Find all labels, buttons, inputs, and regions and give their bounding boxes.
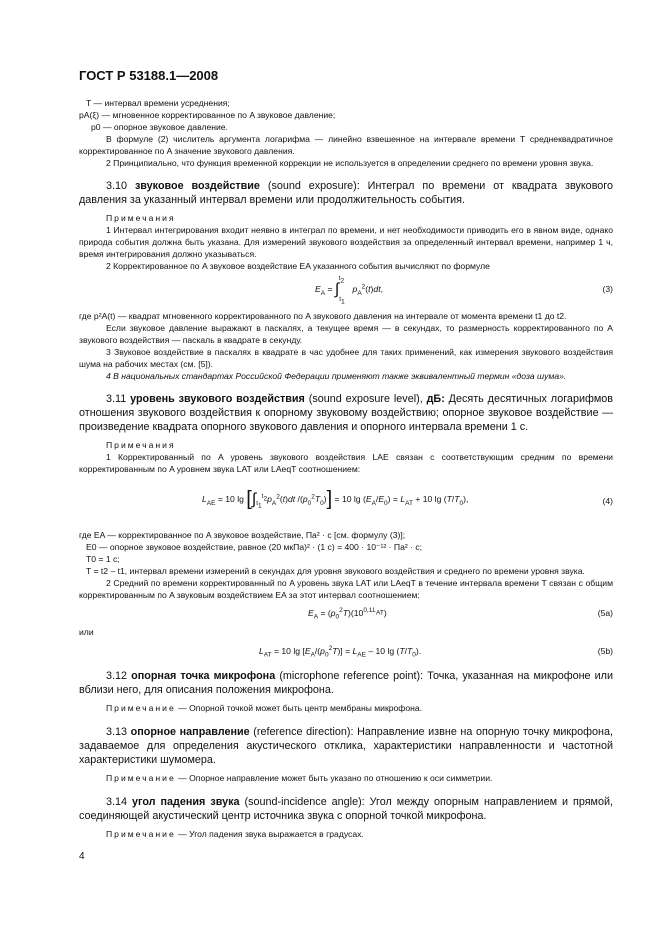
equation-5a-number: (5a) [597, 607, 613, 618]
paragraph-units: Если звуковое давление выражают в паскалях, а текущее время — в секундах, то размерность корректированного по A звукового воздействия — паскаль в квадрате в секунду. [79, 322, 613, 345]
equation-5b-body: $L_{AT} = 10$ $\lg [E_A/(p_0^2T)] = L_{AE} - 10$ $\lg (T/T_0)$. [259, 645, 422, 660]
term-3-12 [79, 669, 613, 697]
where-EA: где EA — корректированное по A звуковое воздействие, Па² · с [см. формулу (3)]; [79, 530, 406, 541]
note-3-11-2: 2 Средний по времени корректированный по A уровень звука LAT или LAeqT в течение интервала времени T связан с общим корректированным по A звуковым воздействием EA за этот интервал соотношением: [79, 577, 613, 600]
term-number: 3.10 [106, 180, 128, 193]
note-3-12 [79, 703, 613, 715]
note-3-10-4: 4 В национальных стандартах Российской Федерации применяют также эквивалентный термин «доза шума». [106, 370, 567, 381]
equation-3-body: $E_A = \int_{t_1}^{t_2}$ $p_A^2(t)dt$, [315, 275, 383, 306]
term-unit: дБ: [426, 393, 445, 406]
text-or: или [79, 626, 94, 637]
notes-label: Примечания [106, 213, 176, 224]
term-3-10 [79, 179, 613, 207]
where-pa2: где p²A(t) — квадрат мгновенного корректированного по A звукового давления на интервале от момента времени t1 до t2. [79, 310, 567, 321]
term-number: 3.13 [106, 726, 128, 739]
note-label: Примечание [106, 703, 176, 714]
note-3-11-1: 1 Корректированный по A уровень звукового воздействия LAE связан с соответствующим средним по времени корректированным по A уровнем звука LAT или LAeqT соотношением: [79, 452, 613, 475]
term-number: 3.11 [106, 393, 127, 406]
term-title: уровень звукового воздействия [130, 393, 305, 406]
equation-5a [79, 606, 613, 623]
page-body [79, 98, 613, 841]
term-title: звуковое воздействие [134, 180, 260, 193]
legend-pa: pA(ξ) — мгновенное корректированное по A звуковое давление; [79, 109, 336, 120]
note-text: — Опорное направление может быть указано по отношению к оси симметрии. [178, 773, 493, 784]
term-definition: (sound-incidence angle): Угол между опорным направлением и прямой, соединяющей акустический центр источника звука с опорной точкой микрофона. [79, 796, 614, 823]
notes-label: Примечания [106, 440, 176, 451]
note-text: — Угол падения звука выражается в градусах. [178, 829, 364, 840]
equation-4-body: $L_{AE} = 10$ $\lg [\int_{t_1}^{t_2}p_A^2(t)dt$ $/(p_0^2T_0)] = 10$ $\lg (E_A/E_0) = L_{AT} + 10$ $\lg (T/T_0)$, [202, 488, 469, 511]
term-number: 3.14 [106, 796, 128, 809]
document-header: ГОСТ Р 53188.1—2008 [79, 68, 219, 83]
where-E0: E0 — опорное звуковое воздействие, равное (20 мкПа)² · (1 с) = 400 · 10⁻¹² · Па² · с; [86, 542, 423, 553]
term-3-14 [79, 795, 613, 823]
note-label: Примечание [106, 773, 176, 784]
equation-4 [79, 480, 613, 526]
note-3-10-2: 2 Корректированное по A звуковое воздействие EA указанного события вычисляют по формуле [106, 261, 490, 272]
term-number: 3.12 [106, 670, 128, 683]
term-definition-a: (sound exposure level), [308, 393, 423, 406]
term-title: угол падения звука [132, 796, 240, 809]
equation-4-number: (4) [602, 496, 613, 507]
term-definition-b: Десять десятичных логарифмов отношения звукового воздействия к опорному звуковому воздействию; опорное звуковое воздействие — произведение квадрата опорного звукового давления и опорного интервала времени 1 с. [79, 393, 614, 434]
note-text: — Опорной точкой может быть центр мембраны микрофона. [178, 703, 423, 714]
term-title: опорная точка микрофона [131, 670, 276, 683]
term-3-13 [79, 725, 613, 767]
note-time-weighting: 2 Принципиально, что функция временной коррекции не используется в определении среднего по времени уровня звука. [106, 157, 594, 168]
legend-T: T — интервал времени усреднения; [86, 98, 230, 108]
equation-5b [79, 642, 613, 659]
page-number: 4 [79, 851, 85, 862]
note-3-10-1: 1 Интервал интегрирования входит неявно в интеграл по времени, и нет необходимости приводить его в явном виде, однако природа события должна быть указана. Для измерений звукового воздействия за определенный интервал времени, например 1 ч, время интегрирования должно указываться. [79, 225, 613, 260]
equation-3-number: (3) [602, 283, 613, 294]
where-T: T = t2 – t1, интервал времени измерений в секундах для уровня звукового воздействия и среднего по времени уровня звука. [86, 565, 585, 576]
term-3-11 [79, 392, 613, 434]
equation-5b-number: (5b) [597, 646, 613, 657]
where-T0: T0 = 1 с; [86, 553, 120, 564]
note-formula-2: В формуле (2) числитель аргумента логарифма — линейно взвешенное на интервале времени T среднеквадратичное корректированное по A значение звукового давления. [79, 133, 613, 156]
note-3-14 [79, 829, 613, 841]
legend-p0: p0 — опорное звуковое давление. [91, 121, 228, 132]
note-3-10-3: 3 Звуковое воздействие в паскалях в квадрате в час удобнее для таких применений, как измерения звукового воздействия шума на рабочих местах (см. [5]). [79, 346, 613, 369]
note-label: Примечание [106, 829, 176, 840]
term-title: опорное направление [130, 726, 250, 739]
note-3-13 [79, 773, 613, 785]
term-definition: (sound exposure): Интеграл по времени от квадрата звукового давления за указанный интервал времени или продолжительность события. [79, 180, 614, 207]
term-definition: (reference direction): Направление извне на опорную точку микрофона, задаваемое для определения акустического отклика, характеристики направленности и частотной характеристики шумомера. [79, 726, 614, 767]
term-definition: (microphone reference point): Точка, указанная на микрофоне или вблизи него, для описания положения микрофона. [79, 670, 614, 697]
equation-3 [79, 277, 613, 307]
equation-5a-body: $E_A = (p_0^2T)(10^{0,1L_{AT}})$ [308, 606, 387, 621]
